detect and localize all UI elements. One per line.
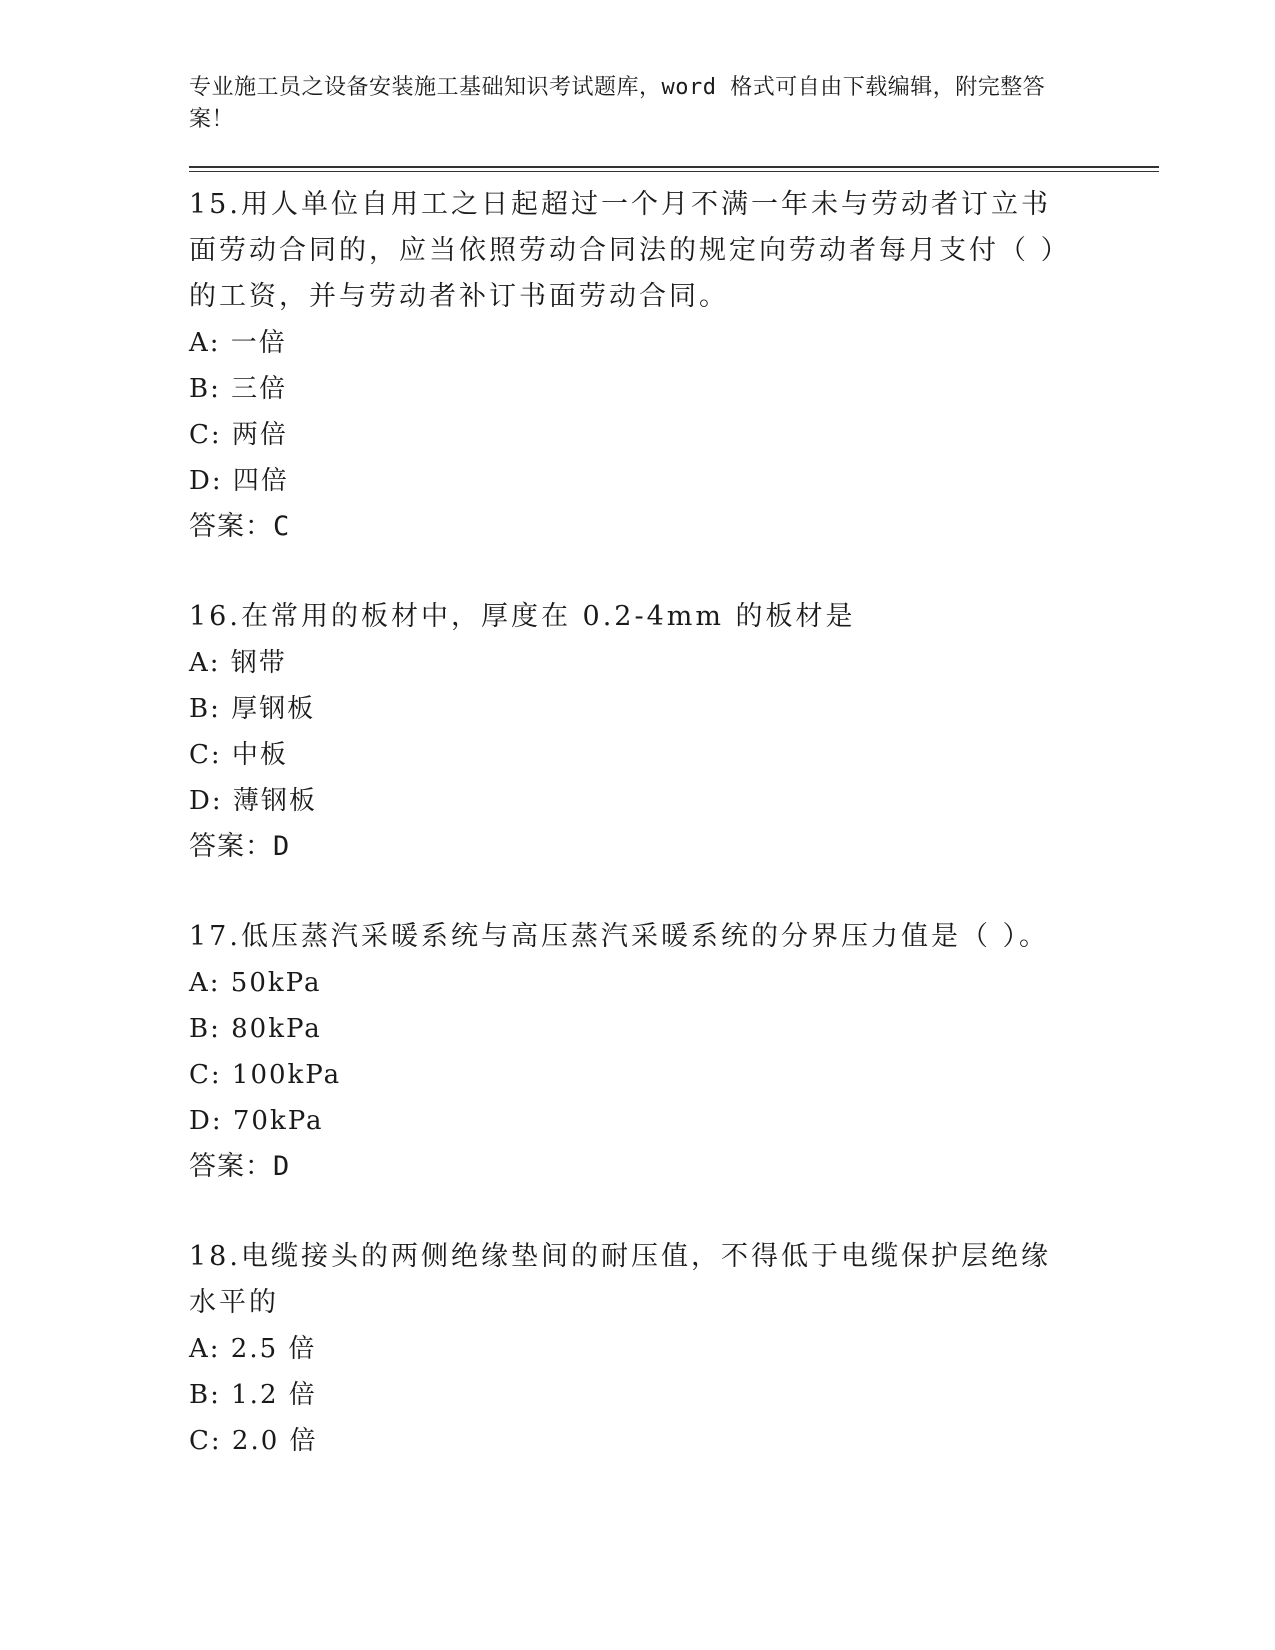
question-17: [189, 914, 1159, 1190]
option-c: C: 两倍: [189, 420, 288, 450]
option-d: D: 四倍: [189, 466, 289, 496]
option-a: A: 钢带: [189, 648, 287, 678]
question-18: [189, 1234, 1159, 1464]
question-text: 18.电缆接头的两侧绝缘垫间的耐压值，不得低于电缆保护层绝缘水平的: [189, 1241, 1051, 1318]
option-d: D: 70kPa: [189, 1106, 324, 1136]
option-c: C: 100kPa: [189, 1060, 342, 1090]
option-b: B: 厚钢板: [189, 694, 316, 724]
question-text: 15.用人单位自用工之日起超过一个月不满一年未与劳动者订立书面劳动合同的，应当依照劳动合同法的规定向劳动者每月支付（ ）的工资，并与劳动者补订书面劳动合同。: [189, 189, 1058, 312]
question-text: 17.低压蒸汽采暖系统与高压蒸汽采暖系统的分界压力值是（ ）。: [189, 921, 1050, 952]
document-header: 专业施工员之设备安装施工基础知识考试题库，word 格式可自由下载编辑，附完整答案！: [189, 75, 1046, 132]
option-d: D: 薄钢板: [189, 786, 317, 816]
document-page: [189, 72, 1159, 1508]
option-a: A: 50kPa: [189, 968, 322, 998]
option-a: A: 2.5 倍: [189, 1334, 317, 1364]
question-list: [189, 182, 1159, 1464]
option-c: C: 中板: [189, 740, 288, 770]
option-c: C: 2.0 倍: [189, 1426, 318, 1456]
option-b: B: 1.2 倍: [189, 1380, 317, 1410]
question-text: 16.在常用的板材中，厚度在 0.2-4mm 的板材是: [189, 601, 856, 632]
answer-line: 答案：C: [189, 511, 291, 542]
question-15: [189, 182, 1159, 550]
option-b: B: 80kPa: [189, 1014, 322, 1044]
header-divider: [189, 166, 1159, 172]
answer-line: 答案：D: [189, 831, 291, 862]
option-a: A: 一倍: [189, 328, 287, 358]
question-16: [189, 594, 1159, 870]
option-b: B: 三倍: [189, 374, 288, 404]
answer-line: 答案：D: [189, 1151, 291, 1182]
